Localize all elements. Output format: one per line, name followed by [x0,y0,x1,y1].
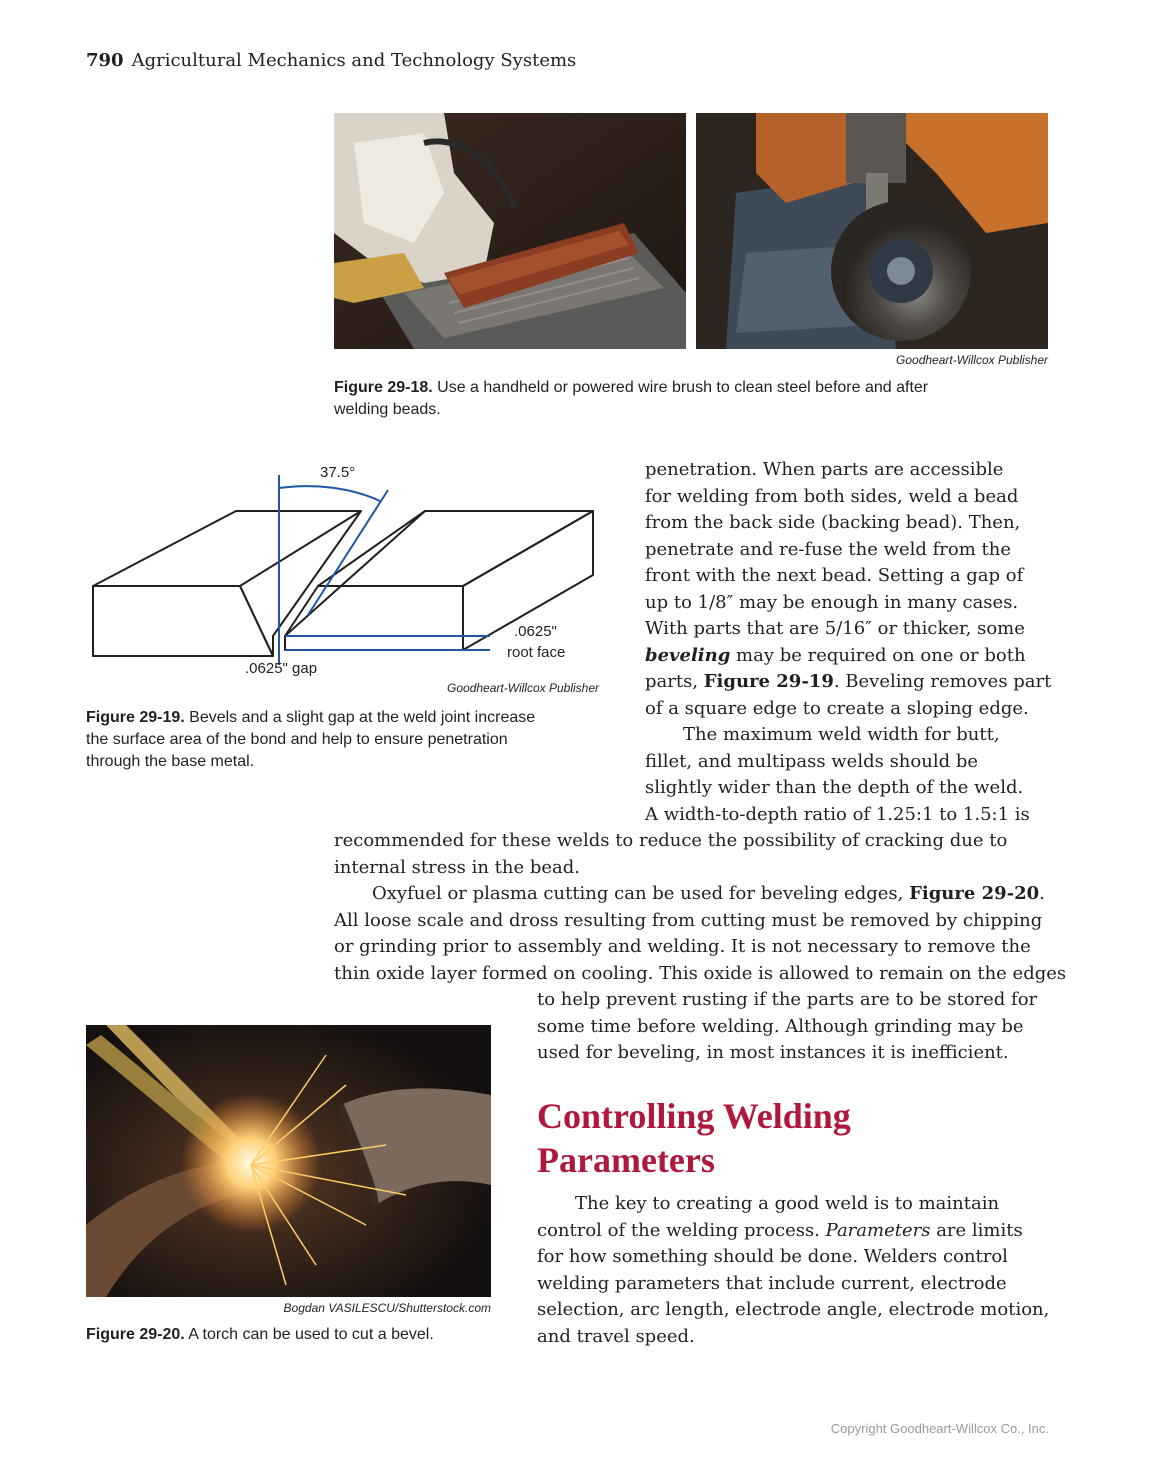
body-line: used for beveling, in most instances it is inefficient. [537,1042,1009,1063]
body-line: from the back side (backing bead). Then, [645,512,1021,533]
body-text: control of the welding process. [537,1219,826,1241]
fig18-caption-line2: welding beads. [334,401,441,418]
body-line: welding parameters that include current, electrode [537,1272,1007,1294]
body-line: recommended for these welds to reduce the possibility of cracking due to [334,830,1008,851]
section-heading-line1: Controlling Welding [537,1096,851,1136]
body-line: of a square edge to create a sloping edge. [645,697,1029,719]
body-text: . [1039,883,1045,904]
body-line: for welding from both sides, weld a bead [645,485,1019,507]
body-line: penetrate and re-fuse the weld from the [645,538,1012,560]
book-title: Agricultural Mechanics and Technology Systems [131,50,577,71]
body-line [537,1218,1049,1245]
body-line: fillet, and multipass welds should be [645,750,979,772]
body-line: The maximum weld width for butt, [683,724,1000,745]
body-line: penetration. When parts are accessible [645,459,1004,480]
body-line: up to 1/8″ may be enough in many cases. [645,591,1019,613]
copyright-footer: Copyright Goodheart-Willcox Co., Inc. [830,1421,1049,1436]
fig19-caption-line3: through the base metal. [86,753,255,770]
fig20-label: Figure 29-20. [86,1326,185,1343]
fig18-photo-power-brush [696,113,1048,349]
fig19-caption [86,707,606,773]
fig18-credit: Goodheart-Willcox Publisher [896,353,1048,367]
fig19-root-face-label: root face [507,644,566,661]
body-line: thin oxide layer formed on cooling. This oxide is allowed to remain on the edges [334,962,1067,984]
body-line: front with the next bead. Setting a gap of [645,565,1024,586]
body-line: With parts that are 5/16″ or thicker, some [645,618,1025,639]
body-line [645,643,1051,670]
fig18-label: Figure 29-18. [334,379,433,396]
body-text: Oxyfuel or plasma cutting can be used for beveling edges, [372,883,910,904]
body-line: A width-to-depth ratio of 1.25:1 to 1.5:1 is [645,803,1030,825]
fig18-caption-line1: Use a handheld or powered wire brush to clean steel before and after [432,379,929,396]
fig19-bevel-diagram [80,455,610,685]
body-line: internal stress in the bead. [334,856,580,878]
body-text: are limits [930,1219,1023,1241]
body-line: The key to creating a good weld is to maintain [575,1193,1000,1214]
section-heading [537,1094,851,1182]
section-body [537,1191,1049,1350]
figure-ref-29-20: Figure 29-20 [909,883,1040,904]
body-column-wide [334,828,1066,987]
body-line: selection, arc length, electrode angle, electrode motion, [537,1299,1050,1320]
body-line: and travel speed. [537,1325,695,1347]
body-line: for how something should be done. Welders control [537,1246,1008,1267]
body-column-lower [537,987,1037,1067]
fig19-caption-line1: Bevels and a slight gap at the weld joint increase [184,709,536,726]
body-line: or grinding prior to assembly and welding. It is not necessary to remove the [334,936,1031,957]
fig19-label: Figure 29-19. [86,709,185,726]
body-text: may be required on one or both [730,644,1026,666]
fig19-root-face-value: .0625" [514,623,557,640]
fig19-angle-label: 37.5° [320,464,356,481]
body-text: parts, [645,671,704,692]
section-heading-line2: Parameters [537,1140,715,1180]
figure-ref-29-19: Figure 29-19 [703,671,834,692]
body-column-upper [645,457,1051,828]
page-number: 790 [86,50,124,71]
body-line: to help prevent rusting if the parts are to be stored for [537,989,1038,1010]
body-text: . Beveling removes part [833,671,1052,692]
fig20-credit: Bogdan VASILESCU/Shutterstock.com [283,1301,491,1315]
fig18-photo-hand-brush [334,113,686,349]
body-line: slightly wider than the depth of the weld. [645,777,1024,798]
fig19-credit: Goodheart-Willcox Publisher [447,681,599,695]
body-line [334,881,1066,908]
hand-wire-brush-image [334,113,686,349]
fig19-caption-line2: the surface area of the bond and help to ensure penetration [86,731,508,748]
fig20-caption-text: A torch can be used to cut a bevel. [184,1326,434,1343]
body-line [645,669,1051,696]
fig20-caption [86,1324,506,1346]
fig19-gap-label: .0625" gap [245,660,318,677]
key-term-parameters: Parameters [825,1219,931,1241]
power-wire-brush-image [696,113,1048,349]
body-line: All loose scale and dross resulting from cutting must be removed by chipping [334,909,1043,931]
fig20-photo-torch [86,1025,491,1297]
body-line: some time before welding. Although grinding may be [537,1015,1024,1037]
fig18-caption [334,377,1054,421]
torch-cutting-image [86,1025,491,1297]
running-header [86,50,576,71]
key-term-beveling: beveling [645,644,731,666]
